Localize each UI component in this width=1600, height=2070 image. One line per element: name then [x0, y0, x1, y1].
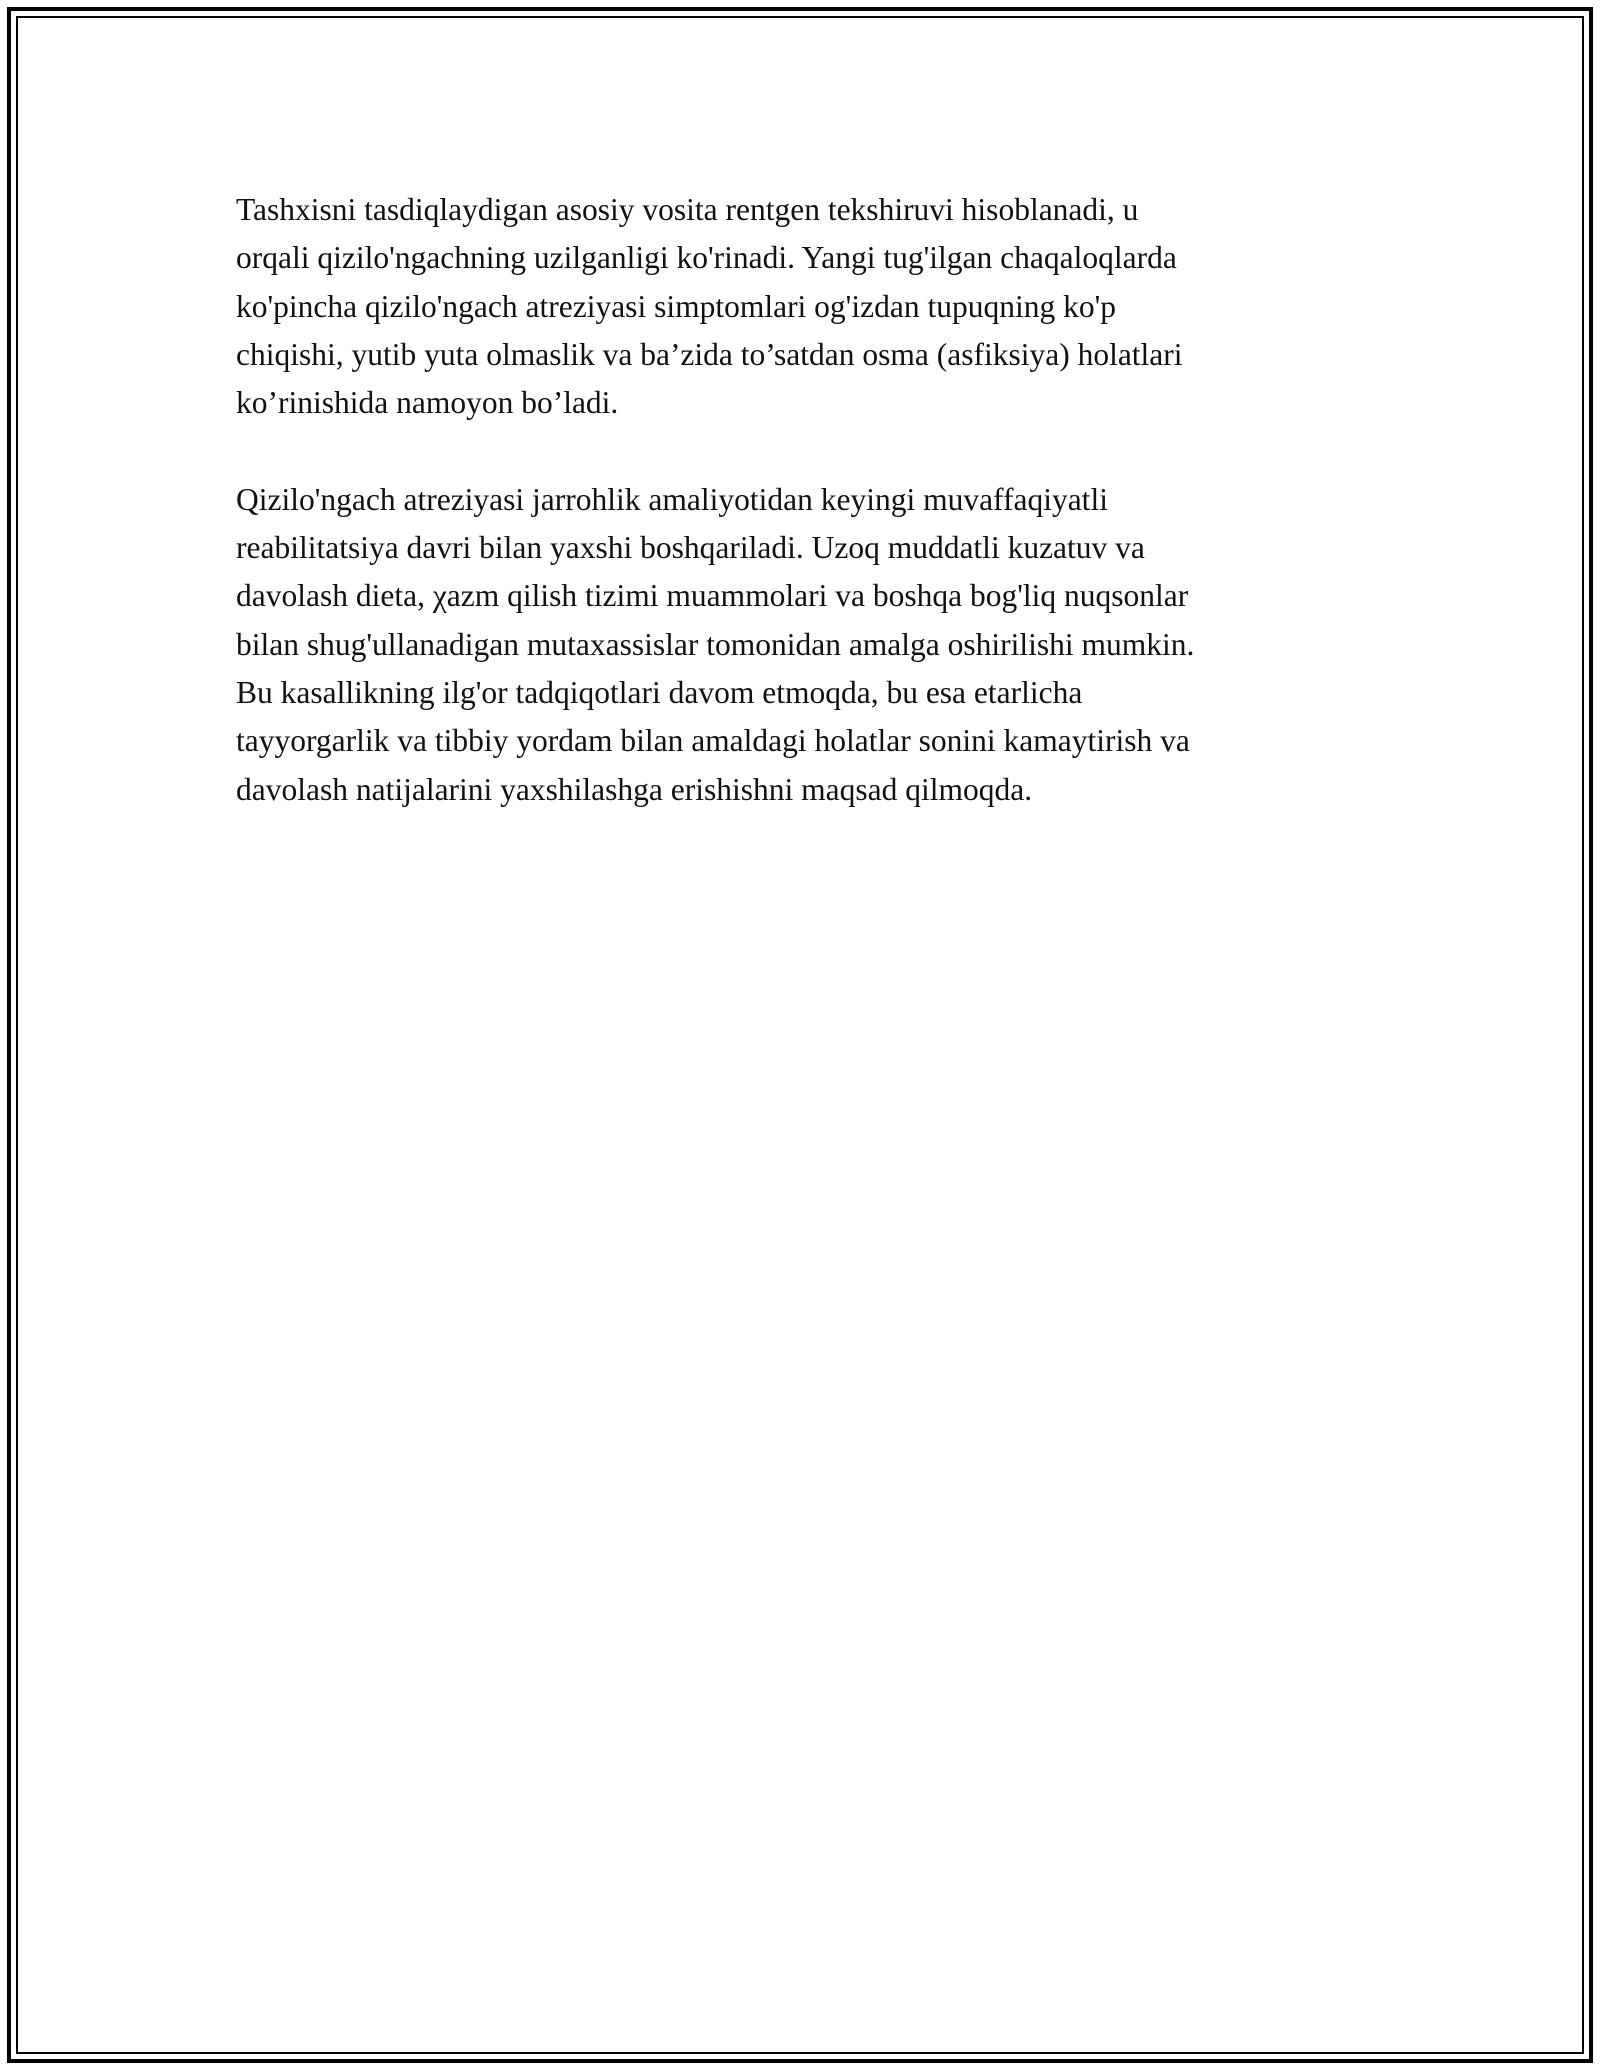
- paragraph-line: Bu kasallikning ilg'or tadqiqotlari davom etmoqda, bu esa etarlicha: [236, 674, 1083, 710]
- paragraph-line: orqali qizilo'ngachning uzilganligi ko'rinadi. Yangi tug'ilgan chaqaloqlarda: [236, 240, 1177, 276]
- paragraph-line: Qizilo'ngach atreziyasi jarrohlik amaliyotidan keyingi muvaffaqiyatli: [236, 481, 1108, 517]
- paragraph-line: bilan shug'ullanadigan mutaxassislar tomonidan amalga oshirilishi mumkin.: [236, 626, 1195, 662]
- paragraph-line: ko’rinishida namoyon bo’ladi.: [236, 385, 619, 421]
- document-body: [236, 186, 1366, 862]
- paragraph-1: [236, 186, 1366, 427]
- paragraph-line: tayyorgarlik va tibbiy yordam bilan amaldagi holatlar sonini kamaytirish va: [236, 723, 1190, 759]
- paragraph-line: ko'pincha qizilo'ngach atreziyasi simptomlari og'izdan tupuqning ko'p: [236, 288, 1117, 324]
- paragraph-line: chiqishi, yutib yuta olmaslik va ba’zida to’satdan osma (asfiksiya) holatlari: [236, 336, 1183, 372]
- paragraph-line: davolash dieta, χazm qilish tizimi muammolari va boshqa bog'liq nuqsonlar: [236, 578, 1189, 614]
- paragraph-line: davolash natijalarini yaxshilashga erishishni maqsad qilmoqda.: [236, 771, 1033, 807]
- paragraph-line: reabilitatsiya davri bilan yaxshi boshqariladi. Uzoq muddatli kuzatuv va: [236, 530, 1145, 566]
- paragraph-2: [236, 476, 1366, 814]
- paragraph-line: Tashxisni tasdiqlaydigan asosiy vosita rentgen tekshiruvi hisoblanadi, u: [236, 192, 1139, 227]
